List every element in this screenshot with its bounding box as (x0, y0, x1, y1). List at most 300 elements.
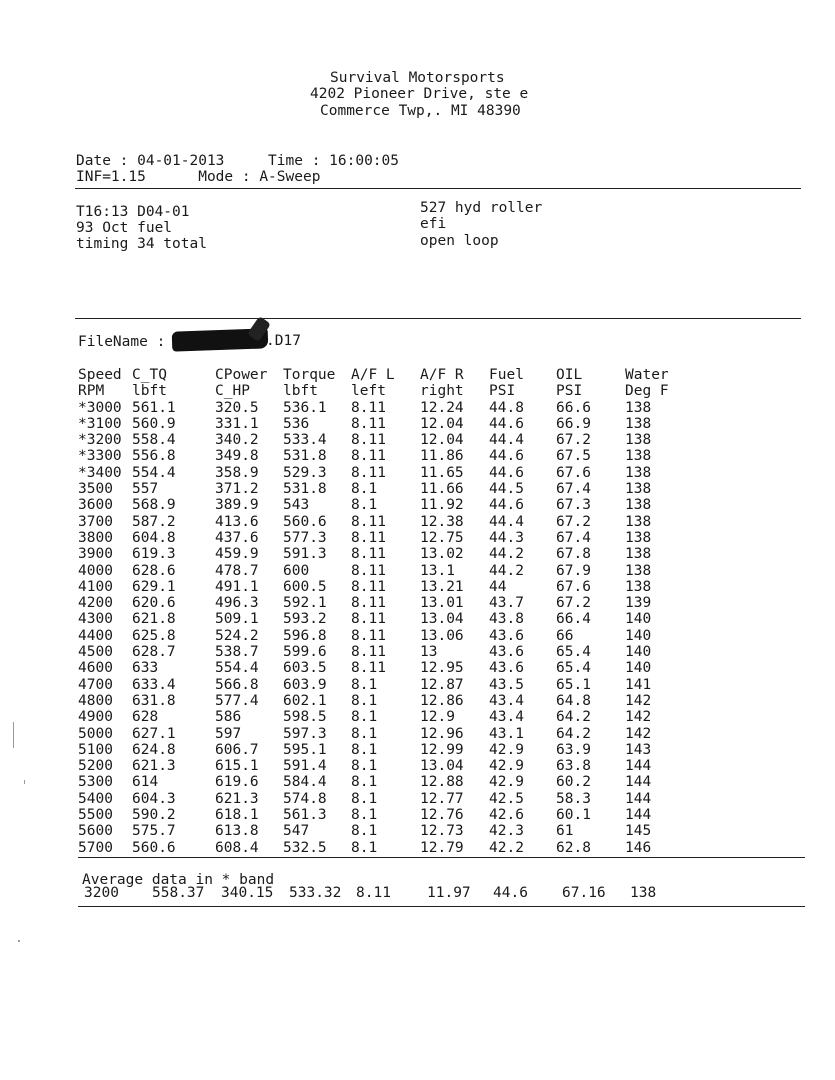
table-cell: 13.04 (420, 611, 464, 628)
table-cell: 614 (132, 774, 159, 791)
table-cell: 61 (556, 823, 574, 840)
note-right-line: open loop (420, 233, 499, 249)
table-cell: 586 (215, 709, 242, 726)
table-cell: 358.9 (215, 464, 259, 481)
table-cell: 67.2 (556, 432, 591, 449)
table-cell: 600 (283, 562, 310, 579)
table-cell: 11.92 (420, 497, 464, 514)
table-cell: 12.24 (420, 399, 464, 416)
table-cell: 44.2 (489, 562, 524, 579)
table-cell: 67.4 (556, 529, 591, 546)
table-cell: 613.8 (215, 823, 259, 840)
table-cell: 138 (625, 513, 652, 530)
table-cell: 633.4 (132, 676, 176, 693)
table-cell: *3400 (78, 464, 122, 481)
table-cell: Deg F (625, 383, 669, 400)
table-cell: 8.1 (351, 823, 378, 840)
table-cell: 628.7 (132, 644, 176, 661)
table-cell: 554.4 (132, 464, 176, 481)
table-cell: C_HP (215, 383, 250, 400)
table-cell: 629.1 (132, 578, 176, 595)
table-cell: 42.9 (489, 741, 524, 758)
table-cell: 597 (215, 725, 242, 742)
filename-label: FileName : (78, 334, 166, 350)
scan-artifact (13, 722, 14, 748)
average-cell: 44.6 (493, 885, 528, 901)
average-cell: 558.37 (152, 885, 205, 901)
table-cell: 144 (625, 807, 652, 824)
table-cell: 64.2 (556, 709, 591, 726)
table-cell: 146 (625, 839, 652, 856)
table-cell: 4700 (78, 676, 113, 693)
inf-mode-line: INF=1.15 Mode : A-Sweep (76, 169, 321, 185)
table-cell: 12.77 (420, 790, 464, 807)
table-cell: 4900 (78, 709, 113, 726)
divider-top (75, 188, 801, 189)
table-cell: 44.6 (489, 464, 524, 481)
table-cell: 12.76 (420, 807, 464, 824)
table-cell: 44 (489, 578, 507, 595)
table-cell: 340.2 (215, 432, 259, 449)
table-cell: 524.2 (215, 627, 259, 644)
average-cell: 11.97 (427, 885, 471, 901)
table-cell: 13.1 (420, 562, 455, 579)
table-cell: 603.5 (283, 660, 327, 677)
table-cell: 5600 (78, 823, 113, 840)
table-cell: 13 (420, 644, 438, 661)
table-cell: 628 (132, 709, 159, 726)
table-cell: 138 (625, 497, 652, 514)
table-cell: 12.87 (420, 676, 464, 693)
table-cell: 12.79 (420, 839, 464, 856)
table-cell: 8.11 (351, 546, 386, 563)
average-cell: 340.15 (221, 885, 274, 901)
table-cell: 568.9 (132, 497, 176, 514)
table-cell: 595.1 (283, 741, 327, 758)
table-cell: 67.8 (556, 546, 591, 563)
table-cell: 491.1 (215, 578, 259, 595)
table-cell: 43.5 (489, 676, 524, 693)
table-cell: Water (625, 367, 669, 383)
table-cell: A/F L (351, 367, 395, 383)
table-cell: 12.86 (420, 692, 464, 709)
table-cell: 11.65 (420, 464, 464, 481)
table-cell: 561.1 (132, 399, 176, 416)
table-cell: 371.2 (215, 481, 259, 498)
table-cell: 44.6 (489, 448, 524, 465)
table-cell: 621.3 (215, 790, 259, 807)
table-cell: 142 (625, 725, 652, 742)
table-cell: 592.1 (283, 595, 327, 612)
table-cell: 8.11 (351, 644, 386, 661)
table-cell: 591.4 (283, 758, 327, 775)
table-cell: RPM (78, 383, 105, 400)
note-left-line: timing 34 total (76, 236, 207, 252)
table-cell: 142 (625, 709, 652, 726)
table-cell: 44.6 (489, 497, 524, 514)
table-cell: 12.99 (420, 741, 464, 758)
table-cell: Speed (78, 367, 122, 383)
table-cell: 64.2 (556, 725, 591, 742)
table-cell: 509.1 (215, 611, 259, 628)
table-cell: 8.11 (351, 660, 386, 677)
table-cell: 604.8 (132, 529, 176, 546)
table-cell: 561.3 (283, 807, 327, 824)
table-cell: 619.3 (132, 546, 176, 563)
table-cell: 631.8 (132, 692, 176, 709)
table-cell: Fuel (489, 367, 524, 383)
table-cell: 43.4 (489, 709, 524, 726)
table-cell: C_TQ (132, 367, 167, 383)
table-cell: 66.9 (556, 415, 591, 432)
average-cell: 138 (630, 885, 657, 901)
table-cell: 139 (625, 595, 652, 612)
table-cell: 560.6 (132, 839, 176, 856)
table-cell: 603.9 (283, 676, 327, 693)
table-cell: 8.11 (351, 399, 386, 416)
table-cell: 145 (625, 823, 652, 840)
table-cell: right (420, 383, 464, 400)
table-cell: 331.1 (215, 415, 259, 432)
table-cell: 575.7 (132, 823, 176, 840)
table-cell: 8.1 (351, 839, 378, 856)
table-cell: 43.6 (489, 627, 524, 644)
table-cell: *3200 (78, 432, 122, 449)
table-cell: 8.11 (351, 415, 386, 432)
table-cell: 560.9 (132, 415, 176, 432)
table-cell: 4300 (78, 611, 113, 628)
table-cell: 43.8 (489, 611, 524, 628)
table-cell: 8.1 (351, 741, 378, 758)
table-cell: 543 (283, 497, 310, 514)
table-cell: Torque (283, 367, 336, 383)
filename-suffix: .D17 (266, 333, 301, 349)
table-cell: 8.11 (351, 448, 386, 465)
table-cell: 8.11 (351, 432, 386, 449)
table-cell: 8.1 (351, 497, 378, 514)
divider-bottom (78, 906, 805, 907)
average-label: Average data in * band (82, 872, 275, 888)
table-cell: 138 (625, 448, 652, 465)
note-left-line: T16:13 D04-01 (76, 204, 190, 220)
note-right-line: 527 hyd roller (420, 200, 543, 216)
table-cell: 536 (283, 415, 310, 432)
table-cell: 12.88 (420, 774, 464, 791)
table-cell: 3600 (78, 497, 113, 514)
table-cell: 624.8 (132, 741, 176, 758)
table-cell: 627.1 (132, 725, 176, 742)
table-cell: 536.1 (283, 399, 327, 416)
table-cell: 8.11 (351, 578, 386, 595)
table-cell: 44.2 (489, 546, 524, 563)
table-cell: 538.7 (215, 644, 259, 661)
table-cell: 5100 (78, 741, 113, 758)
table-cell: 8.1 (351, 758, 378, 775)
table-cell: 596.8 (283, 627, 327, 644)
table-cell: 44.4 (489, 432, 524, 449)
table-cell: 42.6 (489, 807, 524, 824)
table-cell: 531.8 (283, 481, 327, 498)
table-cell: 587.2 (132, 513, 176, 530)
table-cell: 8.1 (351, 790, 378, 807)
table-cell: 12.9 (420, 709, 455, 726)
table-cell: 13.21 (420, 578, 464, 595)
table-cell: 8.1 (351, 692, 378, 709)
table-cell: 138 (625, 399, 652, 416)
table-cell: 625.8 (132, 627, 176, 644)
table-cell: 138 (625, 578, 652, 595)
table-cell: 554.4 (215, 660, 259, 677)
table-cell: 138 (625, 432, 652, 449)
table-cell: 590.2 (132, 807, 176, 824)
table-cell: 459.9 (215, 546, 259, 563)
table-cell: 531.8 (283, 448, 327, 465)
table-cell: 65.1 (556, 676, 591, 693)
table-cell: 43.6 (489, 660, 524, 677)
table-cell: 602.1 (283, 692, 327, 709)
table-cell: PSI (556, 383, 583, 400)
table-cell: 12.04 (420, 415, 464, 432)
table-cell: 58.3 (556, 790, 591, 807)
table-cell: 320.5 (215, 399, 259, 416)
table-cell: 8.1 (351, 807, 378, 824)
table-cell: 138 (625, 546, 652, 563)
table-cell: 44.3 (489, 529, 524, 546)
table-cell: 5500 (78, 807, 113, 824)
table-cell: 138 (625, 464, 652, 481)
table-cell: 8.11 (351, 595, 386, 612)
table-cell: 5300 (78, 774, 113, 791)
table-cell: 67.2 (556, 595, 591, 612)
table-cell: 593.2 (283, 611, 327, 628)
table-cell: 5700 (78, 839, 113, 856)
table-cell: 42.2 (489, 839, 524, 856)
table-cell: 13.04 (420, 758, 464, 775)
table-cell: 8.11 (351, 513, 386, 530)
table-cell: 42.9 (489, 758, 524, 775)
table-cell: 413.6 (215, 513, 259, 530)
table-cell: 533.4 (283, 432, 327, 449)
table-cell: 11.86 (420, 448, 464, 465)
table-cell: 618.1 (215, 807, 259, 824)
table-cell: 141 (625, 676, 652, 693)
company-name: Survival Motorsports (330, 70, 505, 86)
table-cell: lbft (283, 383, 318, 400)
table-cell: CPower (215, 367, 268, 383)
table-cell: 12.75 (420, 529, 464, 546)
average-cell: 3200 (84, 885, 119, 901)
table-cell: 437.6 (215, 529, 259, 546)
table-cell: 60.2 (556, 774, 591, 791)
table-cell: 138 (625, 529, 652, 546)
table-cell: 529.3 (283, 464, 327, 481)
table-cell: 3500 (78, 481, 113, 498)
table-cell: 12.04 (420, 432, 464, 449)
table-cell: 608.4 (215, 839, 259, 856)
table-cell: 599.6 (283, 644, 327, 661)
table-cell: 4400 (78, 627, 113, 644)
table-cell: 621.3 (132, 758, 176, 775)
date-time-line: Date : 04-01-2013 Time : 16:00:05 (76, 153, 400, 169)
table-cell: 65.4 (556, 660, 591, 677)
table-cell: 44.6 (489, 415, 524, 432)
table-cell: 600.5 (283, 578, 327, 595)
table-cell: 591.3 (283, 546, 327, 563)
table-cell: 4000 (78, 562, 113, 579)
table-cell: A/F R (420, 367, 464, 383)
table-cell: 5400 (78, 790, 113, 807)
table-cell: 67.6 (556, 464, 591, 481)
table-cell: 577.4 (215, 692, 259, 709)
average-cell: 8.11 (356, 885, 391, 901)
table-cell: 144 (625, 758, 652, 775)
table-cell: 144 (625, 790, 652, 807)
table-cell: 584.4 (283, 774, 327, 791)
table-cell: 144 (625, 774, 652, 791)
table-cell: 615.1 (215, 758, 259, 775)
table-cell: 66.6 (556, 399, 591, 416)
table-cell: 349.8 (215, 448, 259, 465)
table-cell: 138 (625, 562, 652, 579)
table-cell: 8.1 (351, 725, 378, 742)
table-cell: 577.3 (283, 529, 327, 546)
table-cell: 63.9 (556, 741, 591, 758)
table-cell: 574.8 (283, 790, 327, 807)
table-cell: 140 (625, 644, 652, 661)
note-left-line: 93 Oct fuel (76, 220, 173, 236)
table-cell: 598.5 (283, 709, 327, 726)
table-cell: 11.66 (420, 481, 464, 498)
table-cell: lbft (132, 383, 167, 400)
table-cell: 4500 (78, 644, 113, 661)
table-cell: 560.6 (283, 513, 327, 530)
table-cell: 496.3 (215, 595, 259, 612)
table-cell: 8.1 (351, 676, 378, 693)
table-cell: 67.5 (556, 448, 591, 465)
table-cell: 140 (625, 611, 652, 628)
table-cell: 8.11 (351, 611, 386, 628)
table-cell: 66 (556, 627, 574, 644)
table-cell: 140 (625, 660, 652, 677)
table-cell: 64.8 (556, 692, 591, 709)
table-cell: 8.1 (351, 481, 378, 498)
table-cell: 12.95 (420, 660, 464, 677)
table-cell: 67.4 (556, 481, 591, 498)
table-cell: 66.4 (556, 611, 591, 628)
table-cell: 42.3 (489, 823, 524, 840)
table-cell: 63.8 (556, 758, 591, 775)
table-cell: 42.5 (489, 790, 524, 807)
table-cell: 43.7 (489, 595, 524, 612)
table-cell: 13.02 (420, 546, 464, 563)
average-cell: 67.16 (562, 885, 606, 901)
table-cell: 5000 (78, 725, 113, 742)
table-cell: 557 (132, 481, 159, 498)
table-cell: 13.01 (420, 595, 464, 612)
table-cell: 566.8 (215, 676, 259, 693)
table-cell: 67.9 (556, 562, 591, 579)
table-cell: 44.5 (489, 481, 524, 498)
table-cell: 621.8 (132, 611, 176, 628)
table-cell: *3000 (78, 399, 122, 416)
table-cell: 4200 (78, 595, 113, 612)
table-cell: 547 (283, 823, 310, 840)
table-cell: 628.6 (132, 562, 176, 579)
table-cell: 8.11 (351, 529, 386, 546)
table-cell: 42.9 (489, 774, 524, 791)
table-cell: 604.3 (132, 790, 176, 807)
divider-average (78, 857, 805, 858)
table-cell: 4800 (78, 692, 113, 709)
table-cell: 62.8 (556, 839, 591, 856)
table-cell: 8.1 (351, 774, 378, 791)
table-cell: OIL (556, 367, 583, 383)
scan-artifact (24, 780, 25, 784)
table-cell: 556.8 (132, 448, 176, 465)
table-cell: 67.2 (556, 513, 591, 530)
table-cell: 4100 (78, 578, 113, 595)
table-cell: 67.3 (556, 497, 591, 514)
table-cell: 138 (625, 415, 652, 432)
table-cell: 43.1 (489, 725, 524, 742)
table-cell: 3800 (78, 529, 113, 546)
scan-artifact (18, 940, 20, 942)
note-right-line: efi (420, 216, 447, 232)
table-cell: 60.1 (556, 807, 591, 824)
company-address-line2: Commerce Twp,. MI 48390 (320, 103, 521, 119)
table-cell: 43.6 (489, 644, 524, 661)
table-cell: 13.06 (420, 627, 464, 644)
table-cell: 597.3 (283, 725, 327, 742)
table-cell: 619.6 (215, 774, 259, 791)
table-cell: 8.1 (351, 709, 378, 726)
table-cell: 389.9 (215, 497, 259, 514)
table-cell: *3300 (78, 448, 122, 465)
table-cell: 67.6 (556, 578, 591, 595)
table-cell: 44.8 (489, 399, 524, 416)
company-address-line1: 4202 Pioneer Drive, ste e (310, 86, 529, 102)
table-cell: 3900 (78, 546, 113, 563)
table-cell: 478.7 (215, 562, 259, 579)
table-cell: left (351, 383, 386, 400)
table-cell: 606.7 (215, 741, 259, 758)
table-cell: 43.4 (489, 692, 524, 709)
table-cell: 12.73 (420, 823, 464, 840)
table-cell: 44.4 (489, 513, 524, 530)
divider-filename (75, 318, 801, 319)
table-cell: 5200 (78, 758, 113, 775)
table-cell: 4600 (78, 660, 113, 677)
table-cell: 8.11 (351, 562, 386, 579)
table-cell: 633 (132, 660, 159, 677)
average-cell: 533.32 (289, 885, 342, 901)
table-cell: 8.11 (351, 464, 386, 481)
table-cell: 142 (625, 692, 652, 709)
table-cell: 620.6 (132, 595, 176, 612)
table-cell: 143 (625, 741, 652, 758)
table-cell: 3700 (78, 513, 113, 530)
table-cell: PSI (489, 383, 516, 400)
table-cell: 140 (625, 627, 652, 644)
table-cell: *3100 (78, 415, 122, 432)
table-cell: 8.11 (351, 627, 386, 644)
table-cell: 558.4 (132, 432, 176, 449)
table-cell: 12.38 (420, 513, 464, 530)
table-cell: 138 (625, 481, 652, 498)
table-cell: 12.96 (420, 725, 464, 742)
table-cell: 65.4 (556, 644, 591, 661)
table-cell: 532.5 (283, 839, 327, 856)
